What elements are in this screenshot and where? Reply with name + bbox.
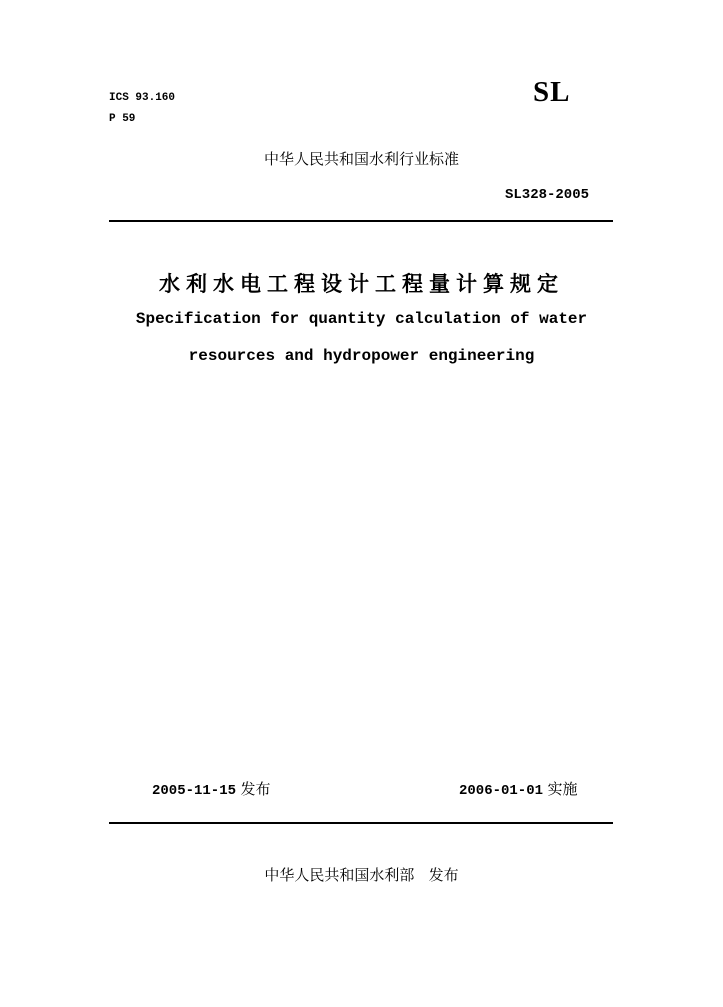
sl-logo: SL bbox=[533, 76, 571, 108]
issue-date: 2005-11-15 bbox=[152, 783, 237, 799]
implement-date: 2006-01-01 bbox=[459, 783, 544, 799]
implement-label: 实施 bbox=[547, 780, 578, 798]
publisher: 中华人民共和国水利部 发布 bbox=[264, 866, 459, 884]
bottom-divider bbox=[109, 822, 613, 824]
standard-number: SL328-2005 bbox=[505, 187, 590, 203]
implement-date-block bbox=[459, 778, 577, 799]
standard-category: 中华人民共和国水利行业标准 bbox=[263, 150, 459, 168]
classification-code: P 59 bbox=[109, 113, 136, 125]
issue-label: 发布 bbox=[240, 780, 271, 798]
chinese-title: 水利水电工程设计工程量计算规定 bbox=[159, 271, 564, 296]
ics-code: ICS 93.160 bbox=[109, 92, 176, 104]
english-title-line-1: Specification for quantity calculation of water bbox=[135, 310, 588, 328]
issue-date-block bbox=[152, 778, 270, 799]
top-divider bbox=[109, 220, 613, 222]
english-title-line-2: resources and hydropower engineering bbox=[188, 347, 535, 365]
